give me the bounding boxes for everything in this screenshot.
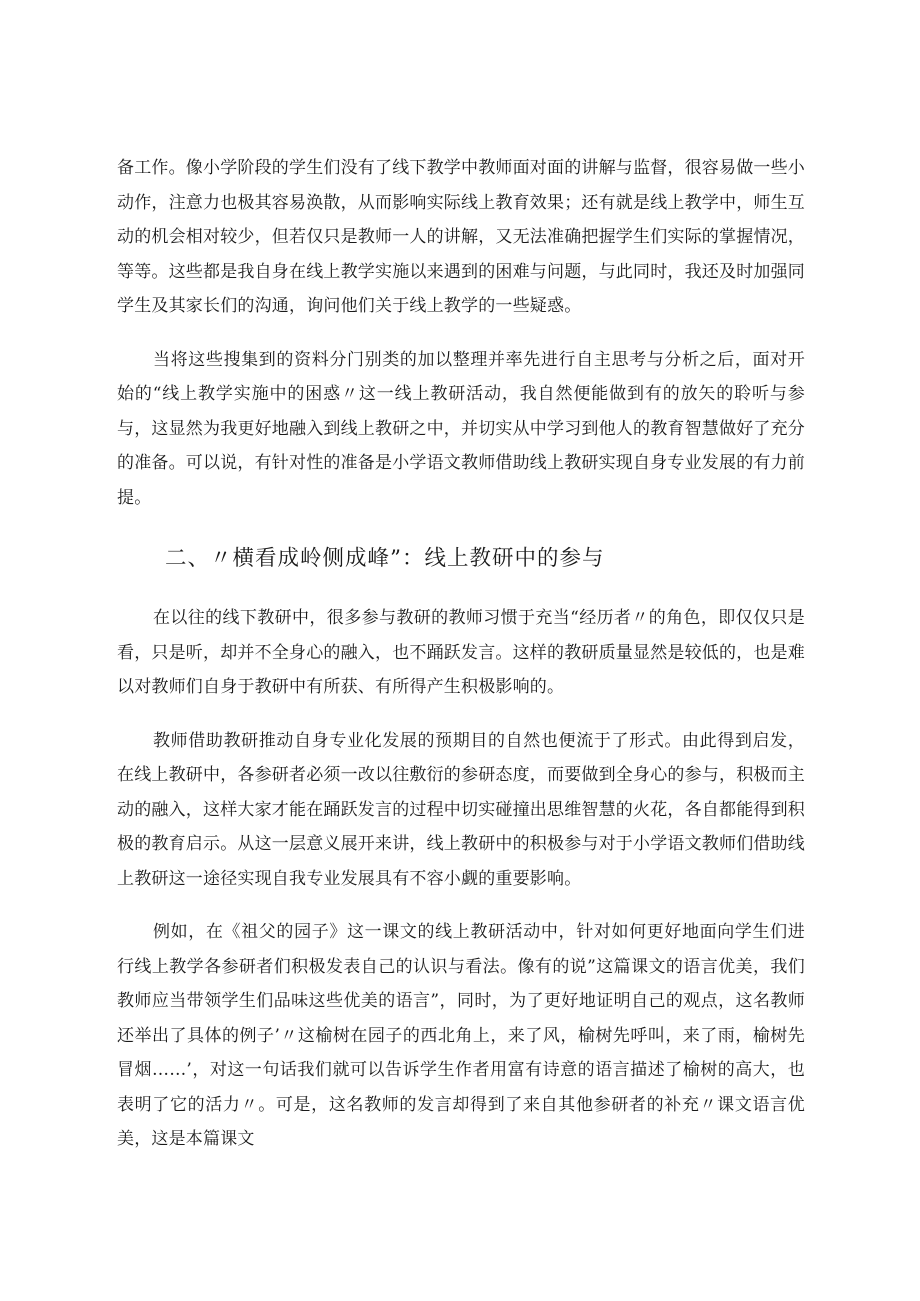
paragraph-participation: 教师借助教研推动自身专业化发展的预期目的自然也便流于了形式。由此得到启发，在线上教研中，各参研者必须一改以往敷衍的参研态度，而要做到全身心的参与，积极而主动的融入，这样大家才能在踊跃发言的过程中切实碰撞出思维智慧的火花，各自都能得到积极的教育启示。从这一层意义展开来讲，线上教研中的积极参与对于小学语文教师们借助线上教研这一途径实现自我专业发展具有不容小觑的重要影响。: [117, 730, 805, 889]
paragraph-preparation-summary: 当将这些搜集到的资料分门别类的加以整理并率先进行自主思考与分析之后，面对开始的“线上教学实施中的困惑〃这一线上教研活动，我自然便能做到有的放矢的聆听与参与，这显然为我更好地融入到线上教研之中，并切实从中学习到他人的教育智慧做好了充分的准备。可以说，有针对性的准备是小学语文教师借助线上教研实现自身专业发展的有力前提。: [117, 349, 805, 508]
paragraph-continuation: 备工作。像小学阶段的学生们没有了线下教学中教师面对面的讲解与监督，很容易做一些小动作，注意力也极其容易涣散，从而影响实际线上教育效果；还有就是线上教学中，师生互动的机会相对较少，但若仅只是教师一人的讲解，又无法准确把握学生们实际的掌握情况，等等。这些都是我自身在线上教学实施以来遇到的困难与问题，与此同时，我还及时加强同学生及其家长们的沟通，询问他们关于线上教学的一些疑惑。: [117, 158, 805, 316]
paragraph-example: 例如，在《祖父的园子》这一课文的线上教研活动中，针对如何更好地面向学生们进行线上教学各参研者们积极发表自己的认识与看法。像有的说”这篇课文的语言优美，我们教师应当带领学生们品味这些优美的语言”，同时，为了更好地证明自己的观点，这名教师还举出了具体的例子’〃这榆树在园子的西北角上，来了风，榆树先呼叫，来了雨，榆树先冒烟……’，对这一句话我们就可以告诉学生作者用富有诗意的语言描述了榆树的高大，也表明了它的活力〃。可是，这名教师的发言却得到了来自其他参研者的补充〃课文语言优美，这是本篇课文: [117, 922, 805, 1149]
document-body: [117, 151, 805, 1157]
paragraph-offline-research: 在以往的线下教研中，很多参与教研的教师习惯于充当“经历者〃的角色，即仅仅只是看，只是听，却并不全身心的融入，也不踊跃发言。这样的教研质量显然是较低的，也是难以对教师们自身于教研中有所获、有所得产生积极影响的。: [117, 608, 805, 697]
section-heading: 二、〃横看成岭侧成峰”：线上教研中的参与: [165, 546, 605, 571]
